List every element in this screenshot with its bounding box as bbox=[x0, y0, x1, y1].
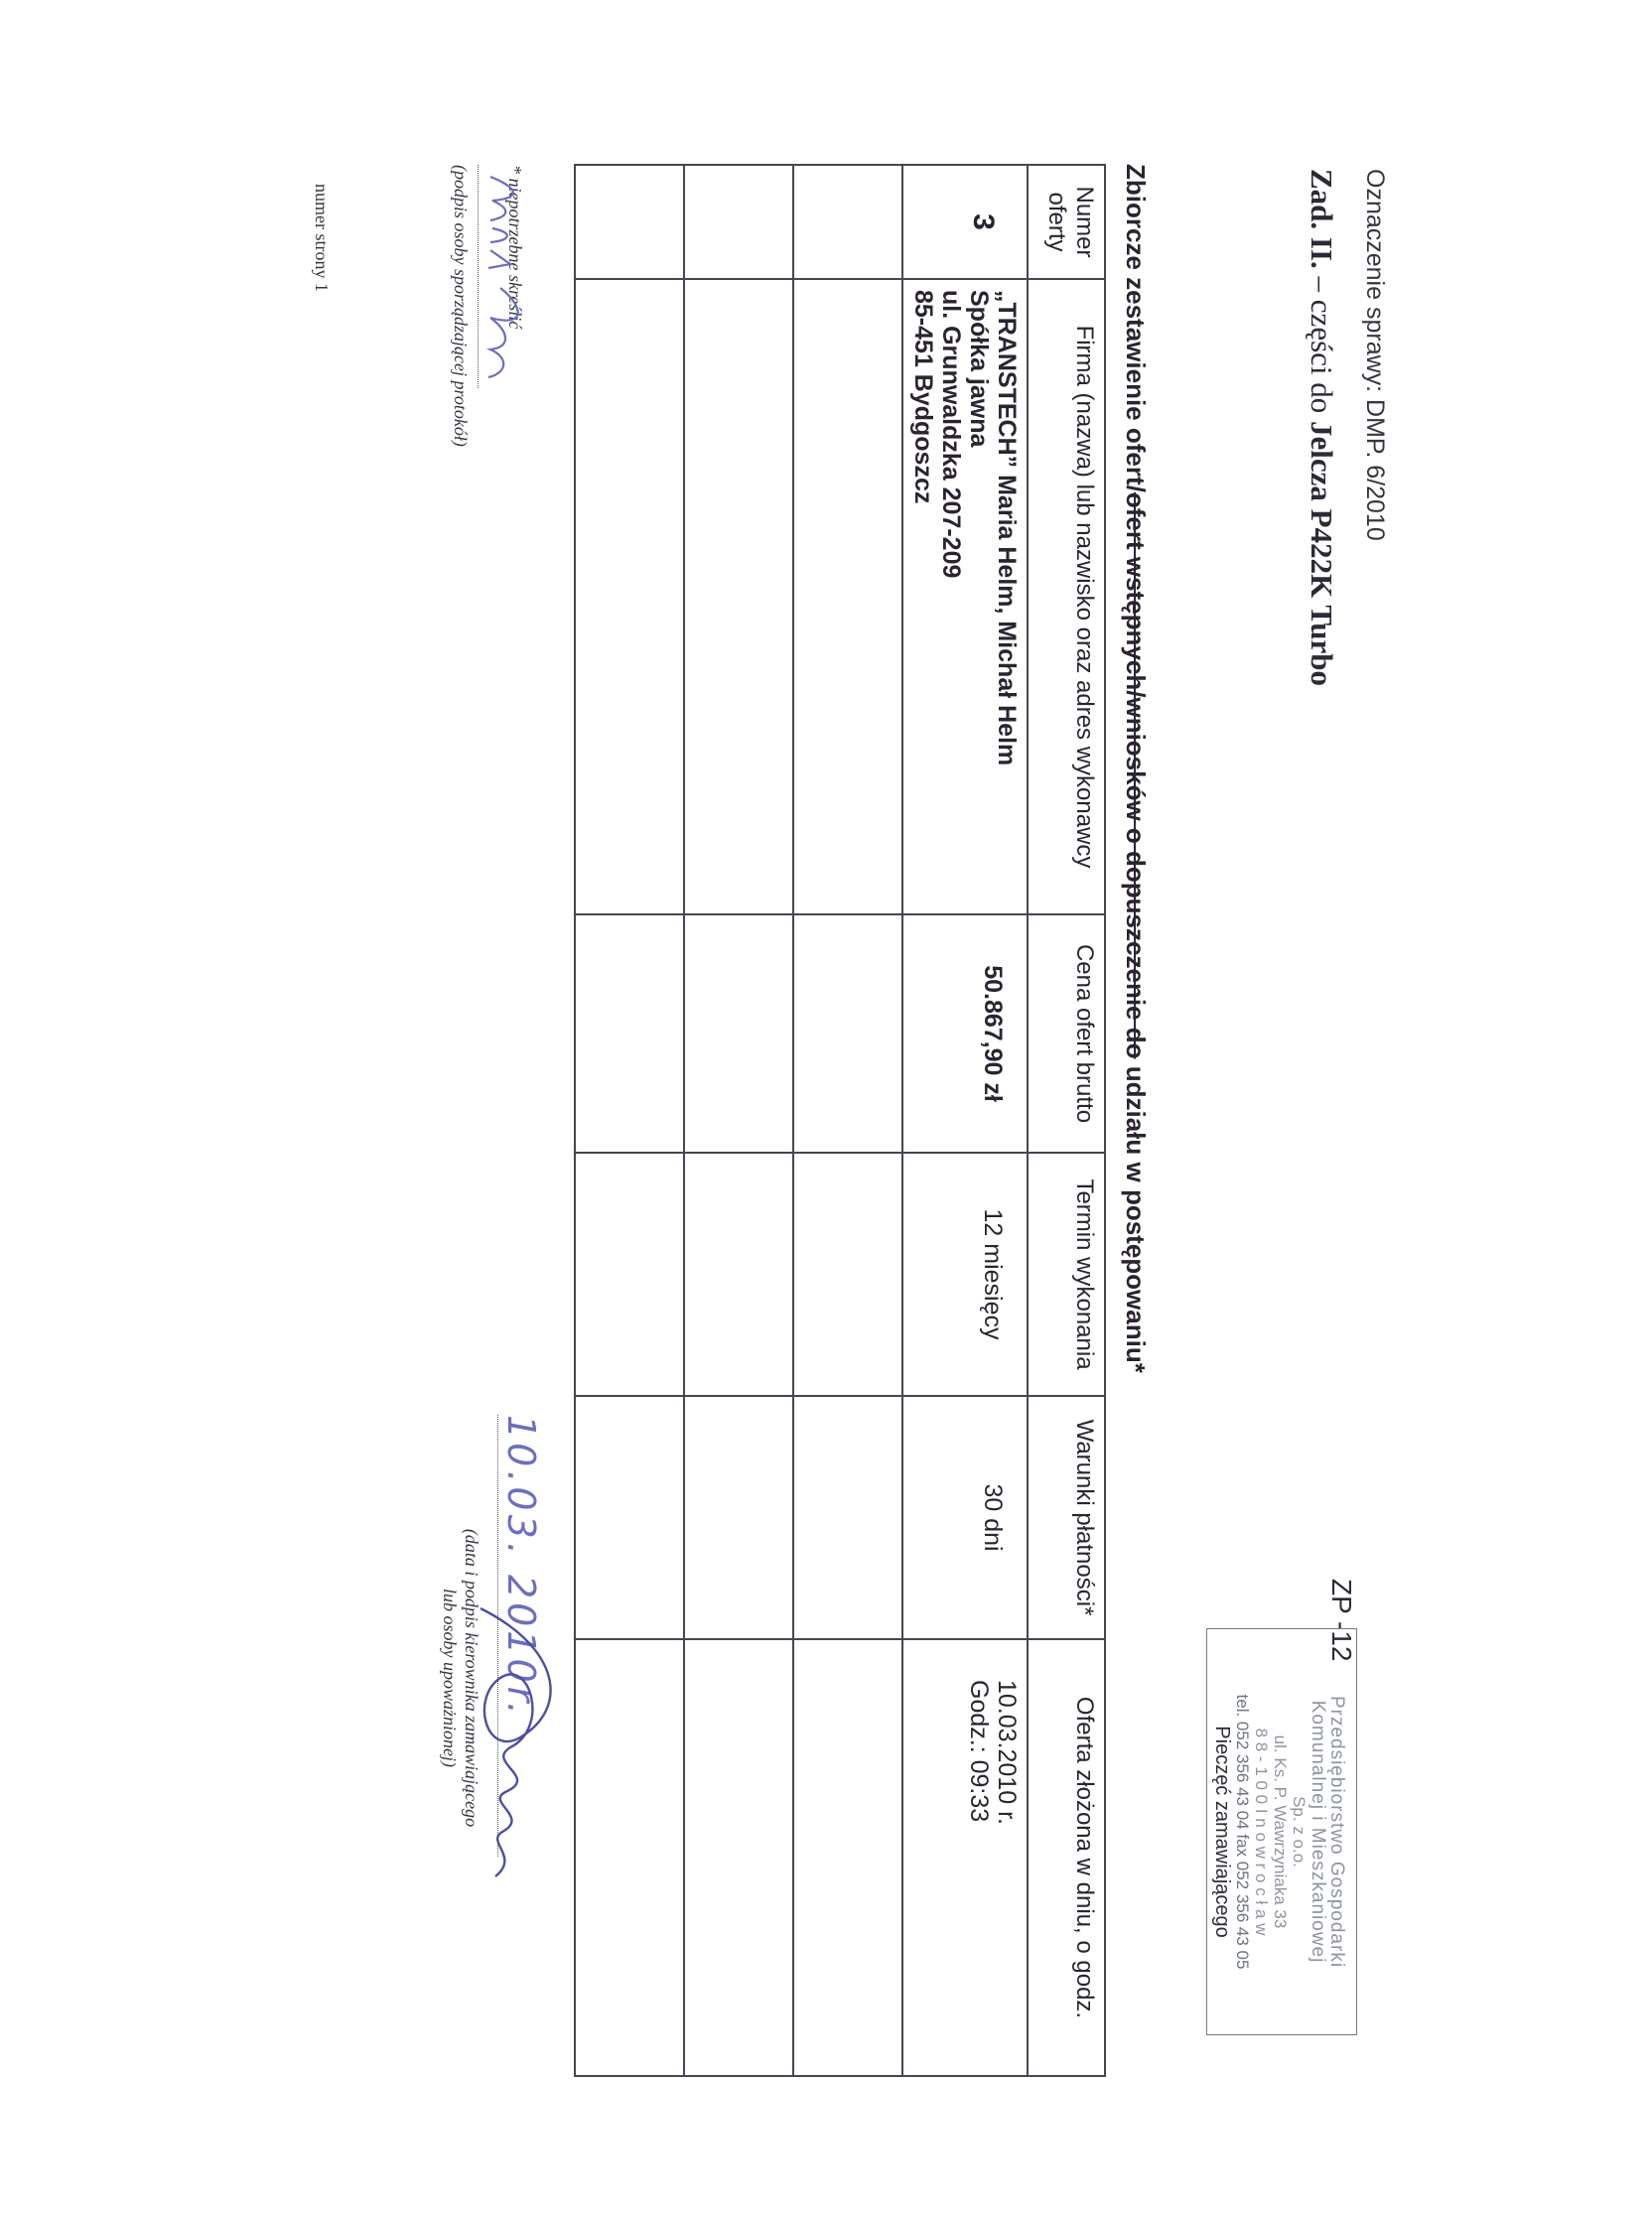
stamp-line-2: Komunalnej i Mieszkaniowej bbox=[1308, 1700, 1328, 1964]
table-header-row bbox=[1028, 165, 1105, 2076]
col-header-term: Termin wykonania bbox=[1028, 1153, 1105, 1396]
left-handwritten-signature bbox=[471, 169, 530, 397]
submitted-date: 10.03.2010 r. bbox=[993, 1680, 1021, 1825]
table-row bbox=[575, 165, 684, 2076]
case-number: Oznaczenie sprawy: DMP. 6/2010 bbox=[1361, 169, 1389, 541]
stamp-line-1: Przedsiębiorstwo Gospodarki bbox=[1326, 1695, 1347, 1969]
firm-line-4: 85-451 Bydgoszcz bbox=[909, 290, 937, 504]
right-signature-caption bbox=[439, 1469, 482, 1886]
stamp-line-3: Sp. z o.o. bbox=[1290, 1796, 1308, 1868]
heading-part-1: Zbiorcze zestawienie ofert/ bbox=[1121, 164, 1151, 492]
page-number: numer strony 1 bbox=[312, 184, 332, 292]
offers-table bbox=[574, 164, 1106, 2077]
table-row bbox=[684, 165, 793, 2076]
title-middle: – części do bbox=[1305, 268, 1339, 422]
left-signature-caption: (podpis osoby sporządzającej protokół) bbox=[451, 165, 471, 447]
firm-line-2: Spółka jawna bbox=[965, 290, 993, 448]
stamp-line-5: 8 8 - 1 0 0 I n o w r o c ł a w bbox=[1252, 1728, 1271, 1936]
stamp-caption: Pieczęć zamawiającego bbox=[1211, 1726, 1233, 1938]
company-stamp bbox=[1206, 1628, 1357, 2035]
col-header-price: Cena ofert brutto bbox=[1028, 914, 1105, 1153]
col-header-payment: Warunki płatności* bbox=[1028, 1396, 1105, 1639]
title-prefix: Zad. II. bbox=[1305, 169, 1339, 269]
table-heading bbox=[1120, 164, 1151, 1373]
stamp-line-6: tel. 052 356 43 04 fax 052 356 43 05 bbox=[1233, 1694, 1252, 1970]
heading-struck-text: ofert wstępnych/wniosków o dopuszczenie do bbox=[1121, 491, 1151, 1059]
table-row bbox=[902, 165, 1028, 2076]
offer-term: 12 miesięcy bbox=[902, 1153, 1028, 1396]
title-vehicle: Jelcza P422K Turbo bbox=[1305, 421, 1339, 686]
form-code: ZP -12 bbox=[1326, 1579, 1357, 1662]
table-row bbox=[793, 165, 902, 2076]
col-header-submitted: Oferta złożona w dniu, o godz. bbox=[1028, 1639, 1105, 2076]
heading-part-2: udziału w postępowaniu* bbox=[1121, 1058, 1151, 1373]
right-caption-line-1: (data i podpis kierownika zamawiającego bbox=[462, 1528, 482, 1828]
footnote: * niepotrzebne skreślić bbox=[505, 165, 525, 330]
offer-payment: 30 dni bbox=[902, 1396, 1028, 1639]
right-signature-line bbox=[497, 1415, 500, 1857]
offer-submitted bbox=[902, 1639, 1028, 2076]
offer-number: 3 bbox=[902, 165, 1028, 279]
firm-line-1: „TRANSTECH” Maria Helm, Michał Helm bbox=[993, 290, 1021, 766]
right-caption-line-2: lub osoby upoważnionej) bbox=[440, 1589, 460, 1767]
col-header-firm: Firma (nazwa) lub nazwisko oraz adres wykonawcy bbox=[1028, 279, 1105, 914]
firm-line-3: ul. Grunwaldzka 207-209 bbox=[937, 290, 965, 579]
handwritten-date: 10.03. 2010r. bbox=[499, 1415, 543, 1719]
offer-firm bbox=[902, 279, 1028, 914]
document-title bbox=[1304, 169, 1339, 686]
offer-price: 50.867,90 zł bbox=[902, 914, 1028, 1153]
stamp-line-4: ul. Ks. P. Wawrzyniaka 33 bbox=[1271, 1734, 1290, 1929]
submitted-time: Godz.: 09:33 bbox=[965, 1680, 993, 1823]
col-header-number: Numer oferty bbox=[1028, 165, 1105, 279]
